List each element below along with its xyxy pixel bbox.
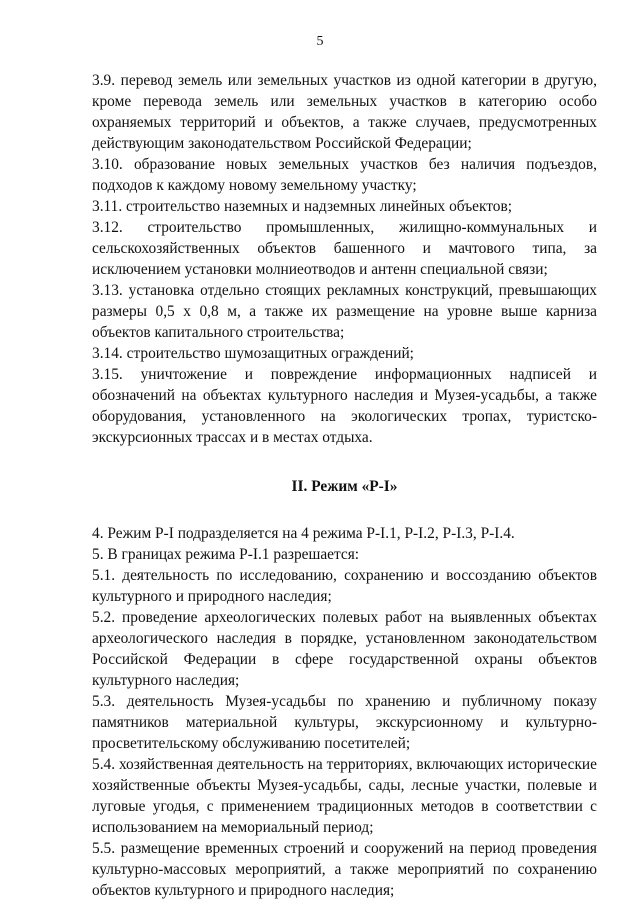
paragraph-5-5: 5.5. размещение временных строений и сооружений на период проведения культурно-массовых мероприятий, а также мероприятий по сохранению объектов культурного и природного наследия; bbox=[92, 840, 597, 899]
section-heading: II. Режим «Р-I» bbox=[291, 478, 398, 495]
paragraph-3-13: 3.13. установка отдельно стоящих рекламных конструкций, превышающих размеры 0,5 х 0,8 м, а также их размещение на уровне выше карниза объектов капитального строительства; bbox=[92, 282, 597, 341]
paragraph-5-4: 5.4. хозяйственная деятельность на территориях, включающих исторические хозяйственные объекты Музея-усадьбы, сады, лесные участки, полевые и луговые угодья, с применением традиционных методов в соответствии с использованием на мемориальный период; bbox=[92, 756, 597, 836]
paragraph-3-14: 3.14. строительство шумозащитных ограждений; bbox=[92, 345, 414, 362]
page-number: 5 bbox=[316, 34, 324, 49]
paragraph-3-10: 3.10. образование новых земельных участков без наличия подъездов, подходов к каждому новому земельному участку; bbox=[92, 156, 597, 194]
paragraph-5-2: 5.2. проведение археологических полевых работ на выявленных объектах археологического наследия в порядке, установленном законодательством Российской Федерации в сфере государственной охраны объектов культурного наследия; bbox=[92, 609, 597, 689]
paragraph-3-11: 3.11. строительство наземных и надземных линейных объектов; bbox=[92, 198, 513, 215]
paragraph-3-12: 3.12. строительство промышленных, жилищно-коммунальных и сельскохозяйственных объектов башенного и мачтового типа, за исключением установки молниеотводов и антенн специальной связи; bbox=[92, 219, 597, 278]
paragraph-3-9: 3.9. перевод земель или земельных участков из одной категории в другую, кроме перевода земель или земельных участков в категорию особо охраняемых территорий и объектов, а также случаев, предусмотренных действующим законодательством Российской Федерации; bbox=[92, 72, 597, 152]
paragraph-5-1: 5.1. деятельность по исследованию, сохранению и воссозданию объектов культурного и природного наследия; bbox=[92, 567, 597, 605]
paragraph-4: 4. Режим Р-I подразделяется на 4 режима Р-I.1, Р-I.2, Р-I.3, Р-I.4. bbox=[92, 525, 515, 542]
paragraph-5-3: 5.3. деятельность Музея-усадьбы по хранению и публичному показу памятников материальной культуры, экскурсионному и культурно-просветительскому обслуживанию посетителей; bbox=[92, 693, 597, 752]
paragraph-3-15: 3.15. уничтожение и повреждение информационных надписей и обозначений на объектах культурного наследия и Музея-усадьбы, а также оборудования, установленного на экологических тропах, туристско-экскурсионных трассах и в местах отдыха. bbox=[92, 366, 597, 446]
document-body bbox=[92, 70, 597, 901]
paragraph-5: 5. В границах режима Р-I.1 разрешается: bbox=[92, 546, 360, 563]
